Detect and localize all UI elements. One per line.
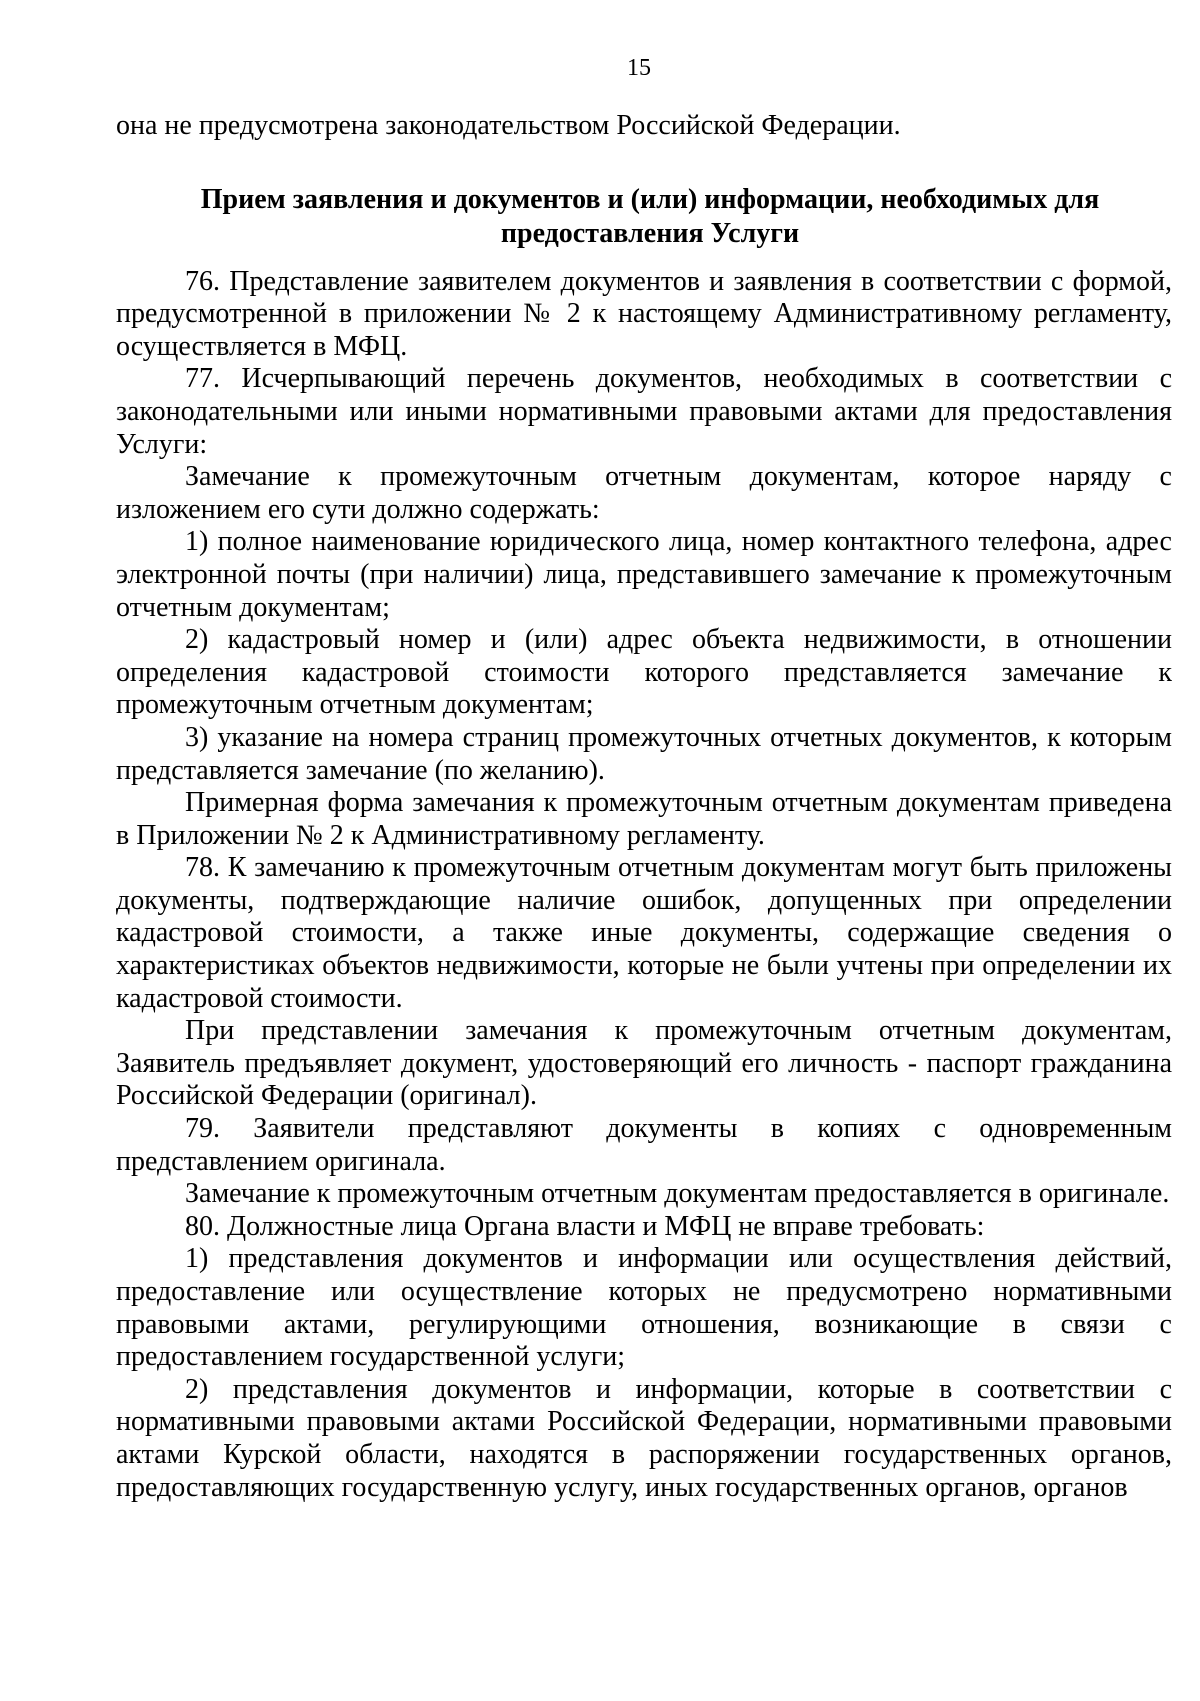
list-item-80-2: 2) представления документов и информации, которые в соответствии с нормативными правовыми актами Российской Федерации, нормативными правовыми актами Курской области, находятся в распоряжении государственных органов, предоставляющих государственную услугу, иных государственных органов, органов [116, 1373, 1172, 1503]
paragraph-sample-form: Примерная форма замечания к промежуточным отчетным документам приведена в Приложении № 2 к Административному регламенту. [116, 787, 1172, 851]
paragraph-79: 79. Заявители представляют документы в копиях с одновременным представлением оригинала. [116, 1113, 1172, 1177]
list-item-1: 1) полное наименование юридического лица, номер контактного телефона, адрес электронной почты (при наличии) лица, представившего замечание к промежуточным отчетным документам; [116, 526, 1172, 623]
list-item-3: 3) указание на номера страниц промежуточных отчетных документов, к которым представляется замечание (по желанию). [116, 721, 1172, 786]
paragraph-original: Замечание к промежуточным отчетным документам предоставляется в оригинале. [185, 1178, 1170, 1210]
list-item-80-1: 1) представления документов и информации или осуществления действий, предоставление или осуществление которых не предусмотрено нормативными правовыми актами, регулирующими отношения, возникающие в связи с предоставлением государственной услуги; [116, 1243, 1172, 1373]
paragraph-remark-intro: Замечание к промежуточным отчетным документам, которое наряду с изложением его сути должно содержать: [116, 461, 1172, 525]
paragraph-80: 80. Должностные лица Органа власти и МФЦ не вправе требовать: [185, 1210, 985, 1242]
page-number: 15 [627, 55, 651, 81]
page-content [116, 110, 1172, 1504]
paragraph-identity: При представлении замечания к промежуточным отчетным документам, Заявитель предъявляет документ, удостоверяющий его личность - паспорт гражданина Российской Федерации (оригинал). [116, 1015, 1172, 1112]
paragraph-78: 78. К замечанию к промежуточным отчетным документам могут быть приложены документы, подтверждающие наличие ошибок, допущенных при определении кадастровой стоимости, а также иные документы, содержащие сведения о характеристиках объектов недвижимости, которые не были учтены при определении их кадастровой стоимости. [116, 852, 1172, 1014]
intro-text: она не предусмотрена законодательством Российской Федерации. [116, 110, 901, 141]
list-item-2: 2) кадастровый номер и (или) адрес объекта недвижимости, в отношении определения кадастровой стоимости которого представляется замечание к промежуточным отчетным документам; [116, 624, 1172, 721]
paragraph-77: 77. Исчерпывающий перечень документов, необходимых в соответствии с законодательными или иными нормативными правовыми актами для предоставления Услуги: [116, 363, 1172, 460]
section-heading: Прием заявления и документов и (или) информации, необходимых для предоставления Услуги [200, 183, 1100, 249]
paragraph-76: 76. Представление заявителем документов и заявления в соответствии с формой, предусмотренной в приложении № 2 к настоящему Административному регламенту, осуществляется в МФЦ. [116, 265, 1172, 362]
